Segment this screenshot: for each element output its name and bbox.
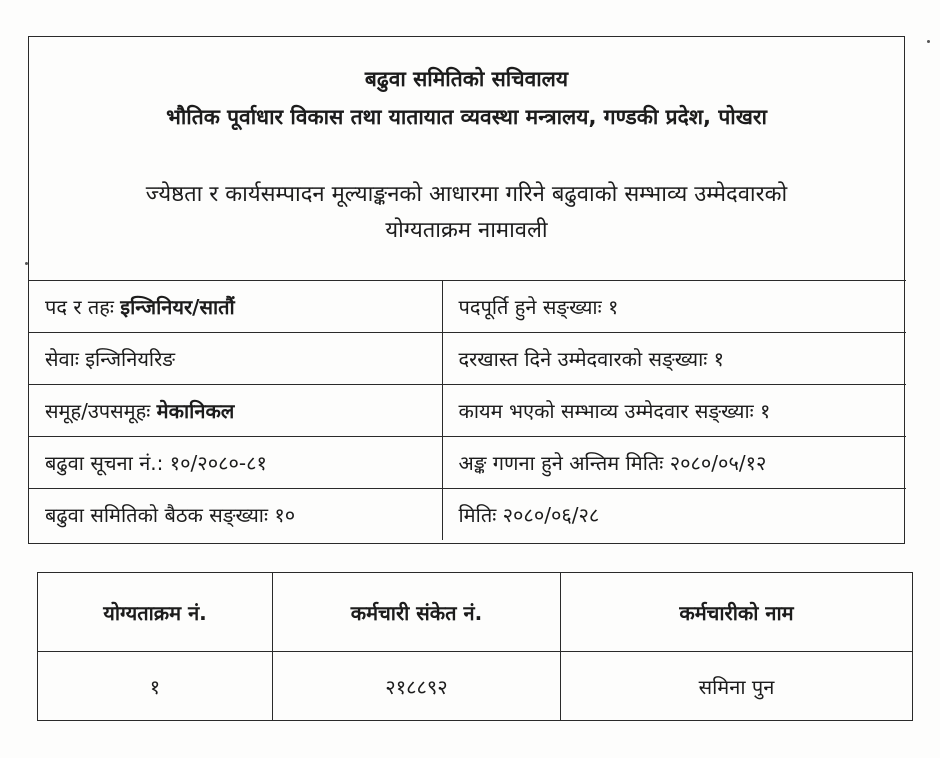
last-date-cell: [442, 437, 906, 489]
date-cell: [442, 489, 906, 541]
rank-cell: १: [38, 652, 273, 721]
last-date-label: अङ्क गणना हुने अन्तिम मितिः: [458, 451, 664, 475]
post-details-row: [29, 437, 906, 489]
employee-code-header: कर्मचारी संकेत नं.: [273, 573, 561, 652]
employee-name-cell: समिना पुन: [561, 652, 913, 721]
service-value: इन्जिनियरिङ: [85, 347, 176, 371]
vacancy-count-label: पदपूर्ति हुने सङ्ख्याः: [458, 295, 602, 319]
post-level-label: पद र तहः: [45, 295, 114, 319]
vacancy-count-value: १: [608, 295, 619, 319]
candidate-count-label: कायम भएको सम्भाव्य उम्मेदवार सङ्ख्याः: [458, 399, 754, 423]
group-cell: [29, 385, 442, 437]
scan-speck: [25, 262, 28, 265]
notice-number-cell: [29, 437, 442, 489]
list-title-line1: ज्येष्ठता र कार्यसम्पादन मूल्याङ्कनको आधारमा गरिने बढुवाको सम्भाव्य उम्मेदवारको: [145, 182, 788, 207]
notice-number-label: बढुवा सूचना नं.:: [45, 451, 164, 475]
group-label: समूह/उपसमूहः: [45, 399, 151, 423]
meeting-count-value: १०: [274, 503, 296, 527]
meeting-count-cell: [29, 489, 442, 541]
applicant-count-value: १: [713, 347, 725, 371]
notice-info-box: [28, 36, 905, 544]
date-value: २०८०/०६/२८: [502, 503, 600, 527]
post-details-row: [29, 489, 906, 541]
post-level-cell: [29, 281, 442, 333]
service-cell: [29, 333, 442, 385]
service-label: सेवाः: [45, 347, 79, 371]
scan-speck: [927, 40, 930, 43]
candidate-table-header: [38, 573, 913, 652]
post-level-value: इन्जिनियर/सातौं: [120, 295, 235, 319]
group-value: मेकानिकल: [156, 399, 235, 423]
notice-header: [29, 37, 904, 280]
post-details-row: [29, 333, 906, 385]
date-label: मितिः: [458, 503, 497, 527]
post-details-row: [29, 385, 906, 437]
secretariat-title: बढुवा समितिको सचिवालय: [364, 67, 569, 91]
rank-header: योग्यताक्रम नं.: [38, 573, 273, 652]
employee-code-cell: २१८८९२: [273, 652, 561, 721]
applicant-count-cell: [442, 333, 906, 385]
last-date-value: २०८०/०५/१२: [669, 451, 767, 475]
candidate-table: [37, 572, 913, 721]
list-title: [69, 177, 864, 249]
applicant-count-label: दरखास्त दिने उम्मेदवारको सङ्ख्याः: [458, 347, 708, 371]
ministry-title: भौतिक पूर्वाधार विकास तथा यातायात व्यवस्था मन्त्रालय, गण्डकी प्रदेश, पोखरा: [166, 105, 767, 129]
list-title-line2: योग्यताक्रम नामावली: [385, 218, 548, 243]
candidate-count-cell: [442, 385, 906, 437]
vacancy-count-cell: [442, 281, 906, 333]
notice-number-value: १०/२०८०-८१: [169, 451, 267, 475]
table-row: [38, 652, 913, 721]
candidate-count-value: १: [760, 399, 771, 423]
post-details-row: [29, 281, 906, 333]
post-details-grid: [29, 280, 906, 540]
employee-name-header: कर्मचारीको नाम: [561, 573, 913, 652]
meeting-count-label: बढुवा समितिको बैठक सङ्ख्याः: [45, 503, 269, 527]
